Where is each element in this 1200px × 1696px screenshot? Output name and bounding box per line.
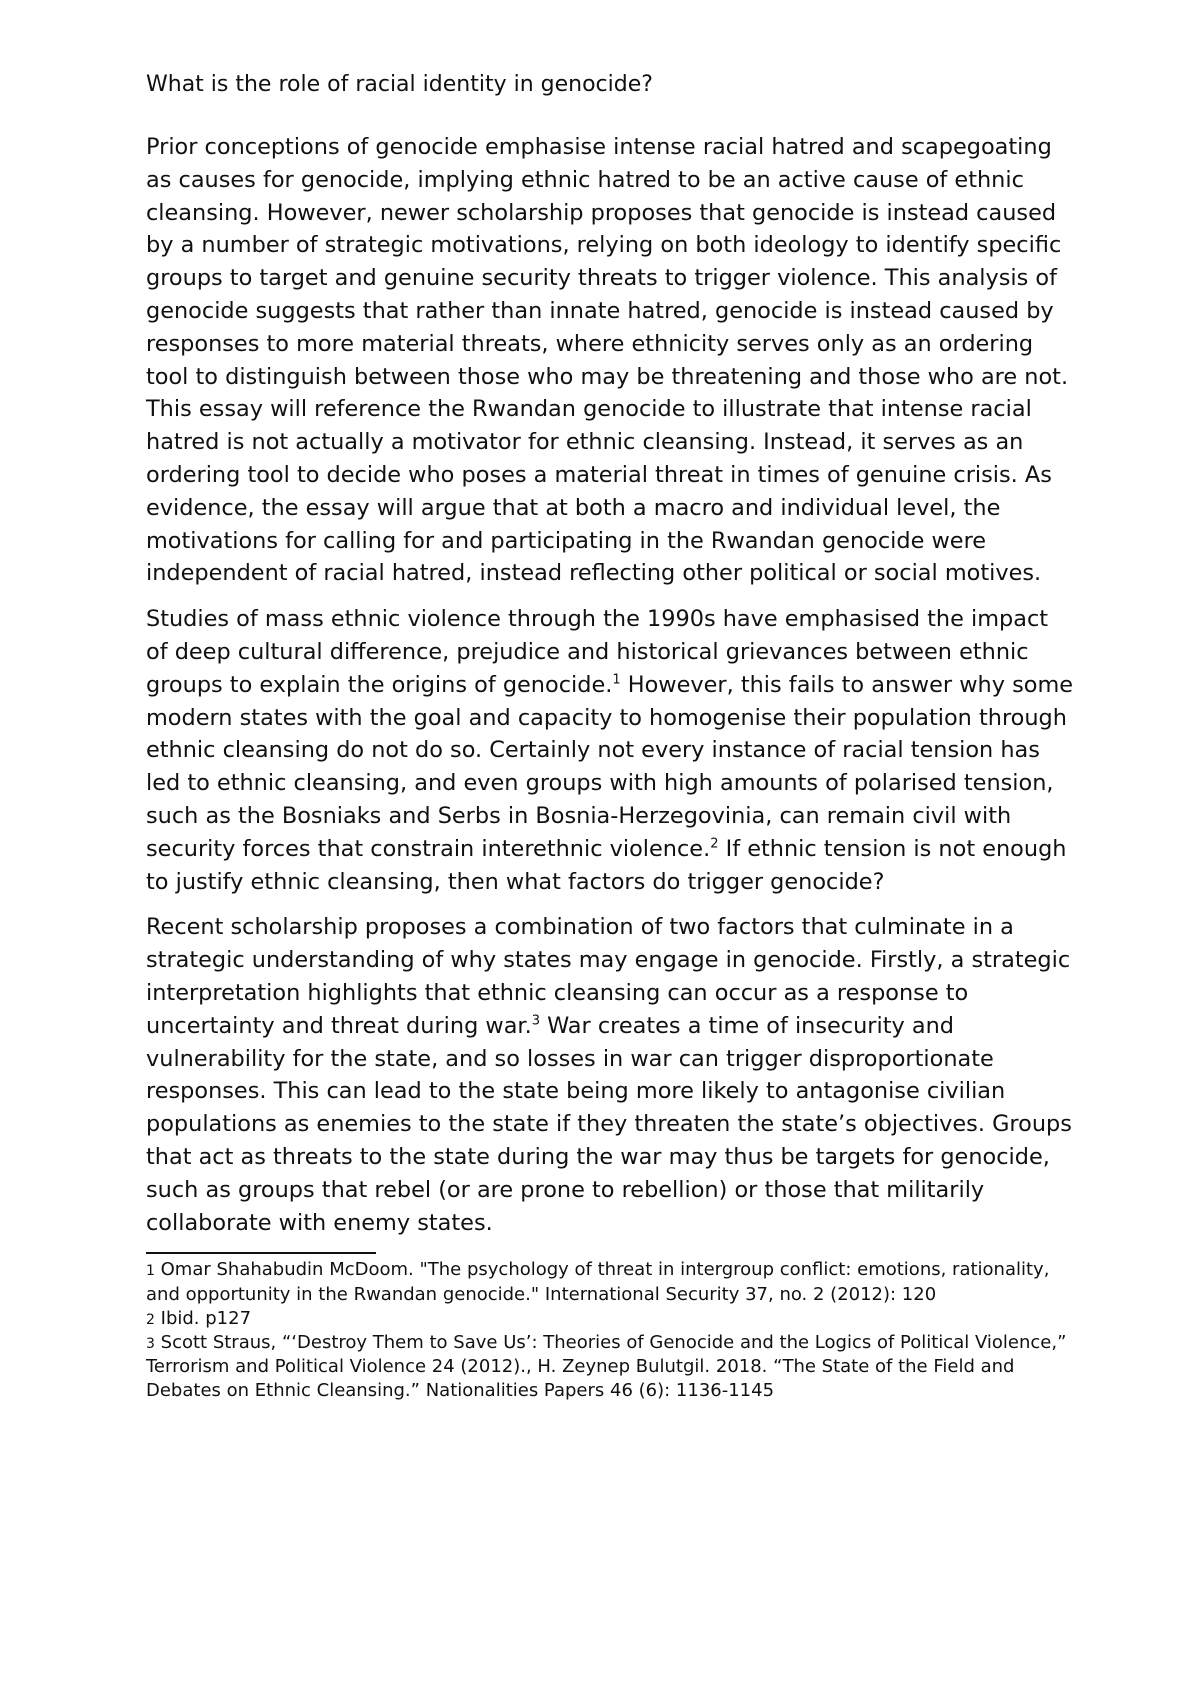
footnote-text: Ibid. p127: [154, 1307, 252, 1329]
paragraph-text: If ethnic tension is not enough to justify ethnic cleansing, then what factors do trigger genocide?: [146, 835, 1067, 895]
footnotes: [146, 1258, 1076, 1403]
paragraph-text: Prior conceptions of genocide emphasise intense racial hatred and scapegoating as causes for genocide, implying ethnic hatred to be an active cause of ethnic cleansing. However, newer scholarship proposes that genocide is instead caused by a number of strategic motivations, relying on both ideology to identify specific groups to target and genuine security threats to trigger violence. This analysis of genocide suggests that rather than innate hatred, genocide is instead caused by responses to more material threats, where ethnicity serves only as an ordering tool to distinguish between those who may be threatening and those who are not. This essay will reference the Rwandan genocide to illustrate that intense racial hatred is not actually a motivator for ethnic cleansing. Instead, it serves as an ordering tool to decide who poses a material threat in times of genuine crisis. As evidence, the essay will argue that at both a macro and individual level, the motivations for calling for and participating in the Rwandan genocide were independent of racial hatred, instead reflecting other political or social motives.: [146, 134, 1069, 587]
footnote-text: Omar Shahabudin McDoom. "The psychology of threat in intergroup conflict: emotions, rationality, and opportunity in the Rwandan genocide." International Security 37, no. 2 (2012): 120: [146, 1259, 1050, 1305]
footnote-ref-2[interactable]: 2: [710, 836, 719, 852]
footnote-number: 2: [146, 1311, 155, 1328]
body-paragraph-1: [146, 131, 1076, 590]
footnote-1: [146, 1258, 1076, 1306]
paragraph-text: However, this fails to answer why some modern states with the goal and capacity to homogenise their population through ethnic cleansing do not do so. Certainly not every instance of racial tension has led to ethnic cleansing, and even groups with high amounts of polarised tension, such as the Bosniaks and Serbs in Bosnia-Herzegovinia, can remain civil with security forces that constrain interethnic violence.: [146, 671, 1074, 862]
footnote-number: 1: [146, 1263, 155, 1280]
essay-title: What is the role of racial identity in genocide?: [146, 72, 653, 97]
paragraph-text: War creates a time of insecurity and vulnerability for the state, and so losses in war can trigger disproportionate responses. This can lead to the state being more likely to antagonise civilian populations as enemies to the state if they threaten the state’s objectives. Groups that act as threats to the state during the war may thus be targets for genocide, such as groups that rebel (or are prone to rebellion) or those that militarily collaborate with enemy states.: [146, 1012, 1072, 1236]
footnote-separator: [146, 1252, 376, 1254]
footnote-3: [146, 1331, 1076, 1404]
footnote-2: [146, 1307, 1076, 1331]
paragraph-text: Studies of mass ethnic violence through the 1990s have emphasised the impact of deep cultural difference, prejudice and historical grievances between ethnic groups to explain the origins of genocide.: [146, 606, 1049, 698]
paragraph-text: Recent scholarship proposes a combination of two factors that culminate in a strategic understanding of why states may engage in genocide. Firstly, a strategic interpretation highlights that ethnic cleansing can occur as a response to uncertainty and threat during war.: [146, 914, 1071, 1039]
footnote-number: 3: [146, 1335, 155, 1352]
footnote-ref-1[interactable]: 1: [612, 672, 621, 688]
footnote-ref-3[interactable]: 3: [531, 1013, 540, 1029]
body-paragraph-3: [146, 911, 1076, 1239]
document-page: [146, 68, 1076, 1404]
footnote-text: Scott Straus, “‘Destroy Them to Save Us’: Theories of Genocide and the Logics of Political Violence,” Terrorism and Political Violence 24 (2012)., H. Zeynep Bulutgil. 2018. “The State of the Field and Debates on Ethnic Cleansing.” Nationalities Papers 46 (6): 1136-1145: [146, 1331, 1067, 1402]
body-paragraph-2: [146, 603, 1076, 898]
